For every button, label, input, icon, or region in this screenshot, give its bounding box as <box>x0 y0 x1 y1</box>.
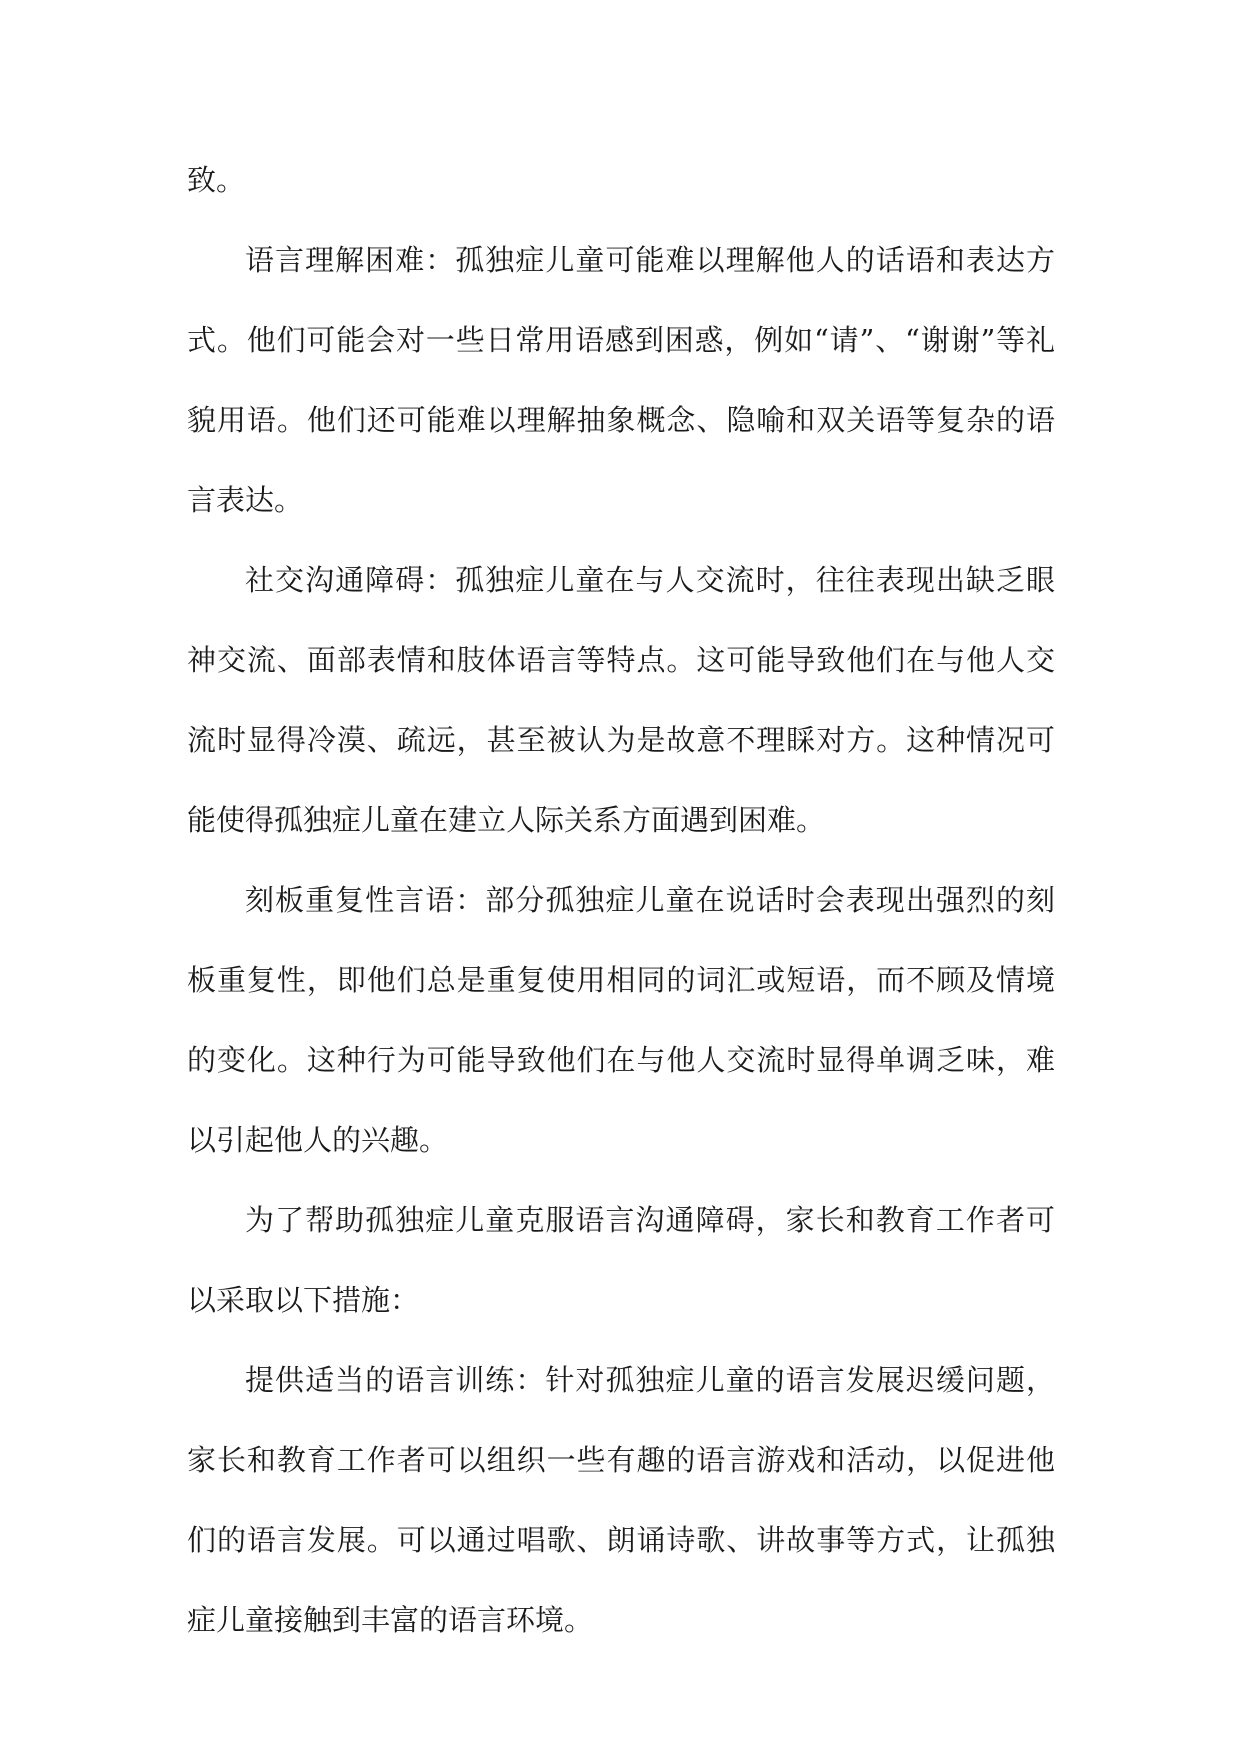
paragraph-language-comprehension: 语言理解困难：孤独症儿童可能难以理解他人的话语和表达方式。他们可能会对一些日常用语感到困惑，例如“请”、“谢谢”等礼貌用语。他们还可能难以理解抽象概念、隐喻和双关语等复杂的语言表达。 <box>187 243 1055 517</box>
paragraph-repetitive-speech: 刻板重复性言语：部分孤独症儿童在说话时会表现出强烈的刻板重复性，即他们总是重复使用相同的词汇或短语，而不顾及情境的变化。这种行为可能导致他们在与他人交流时显得单调乏味，难以引起他人的兴趣。 <box>187 883 1055 1157</box>
paragraph-language-training: 提供适当的语言训练：针对孤独症儿童的语言发展迟缓问题，家长和教育工作者可以组织一些有趣的语言游戏和活动，以促进他们的语言发展。可以通过唱歌、朗诵诗歌、讲故事等方式，让孤独症儿童接触到丰富的语言环境。 <box>187 1363 1055 1637</box>
paragraph-continuation: 致。 <box>187 163 246 197</box>
document-body <box>187 140 1055 1660</box>
paragraph-social-communication: 社交沟通障碍：孤独症儿童在与人交流时，往往表现出缺乏眼神交流、面部表情和肢体语言等特点。这可能导致他们在与他人交流时显得冷漠、疏远，甚至被认为是故意不理睬对方。这种情况可能使得孤独症儿童在建立人际关系方面遇到困难。 <box>187 563 1055 837</box>
paragraph-measures-intro: 为了帮助孤独症儿童克服语言沟通障碍，家长和教育工作者可以采取以下措施： <box>187 1203 1055 1317</box>
